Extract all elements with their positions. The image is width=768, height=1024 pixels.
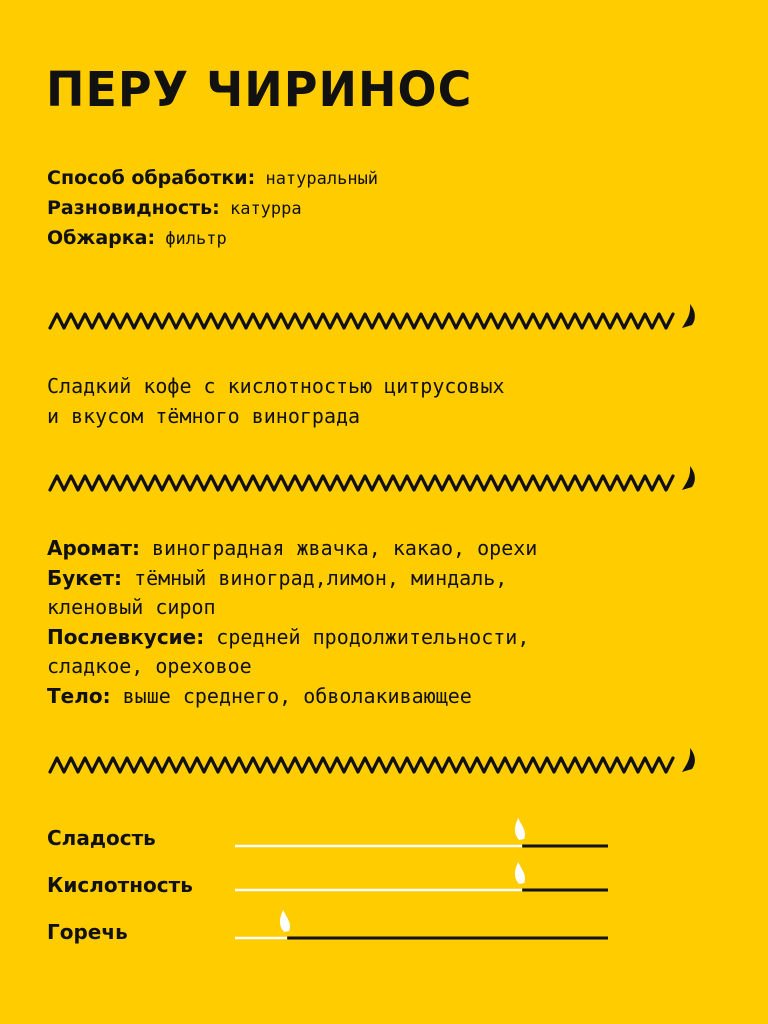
bouquet-value-cont: кленовый сироп (47, 595, 216, 619)
aftertaste-value-cont: сладкое, ореховое (47, 654, 252, 678)
spec-value: фильтр (165, 229, 227, 249)
flame-icon (515, 862, 525, 884)
spec-label: Разновидность: (47, 197, 220, 219)
spec-value: натуральный (265, 169, 379, 189)
bouquet-label: Букет: (47, 565, 123, 590)
rating-scale-acidity (235, 862, 608, 890)
flame-icon (515, 818, 525, 840)
zigzag-divider (48, 742, 700, 782)
spec-roast (47, 224, 378, 254)
bouquet-value: тёмный виноград,лимон, миндаль, (134, 565, 508, 590)
body-value: выше среднего, обволакивающее (122, 683, 472, 708)
description-line: и вкусом тёмного винограда (47, 404, 361, 428)
flame-icon (682, 466, 695, 490)
rating-label-bitterness: Горечь (47, 920, 128, 944)
zigzag-divider (48, 298, 700, 338)
aroma-label: Аромат: (47, 536, 140, 560)
rating-label-sweetness: Сладость (47, 826, 156, 850)
aroma-value: виноградная жвачка, какао, орехи (152, 536, 538, 560)
flame-icon (682, 748, 695, 772)
tasting-notes (47, 534, 537, 711)
spec-process (47, 164, 378, 194)
body-label: Тело: (47, 683, 111, 708)
spec-label: Способ обработки: (47, 167, 256, 189)
spec-label: Обжарка: (47, 227, 156, 249)
spec-value: катурра (229, 199, 302, 219)
description-line: Сладкий кофе с кислотностью цитрусовых (47, 374, 505, 398)
page-title: ПЕРУ ЧИРИНОС (46, 60, 473, 118)
rating-scale-sweetness (235, 818, 608, 846)
rating-scale-bitterness (235, 910, 608, 938)
aftertaste-value: средней продолжительности, (216, 624, 530, 649)
zigzag-line (50, 314, 673, 328)
flame-icon (682, 304, 695, 328)
aftertaste-label: Послевкусие: (47, 624, 205, 649)
zigzag-line (50, 476, 673, 490)
spec-variety (47, 194, 378, 224)
zigzag-line (50, 758, 673, 772)
zigzag-divider (48, 460, 700, 500)
flame-icon (280, 910, 290, 932)
rating-label-acidity: Кислотность (47, 873, 193, 897)
description (47, 371, 505, 431)
specs-block (47, 164, 378, 254)
